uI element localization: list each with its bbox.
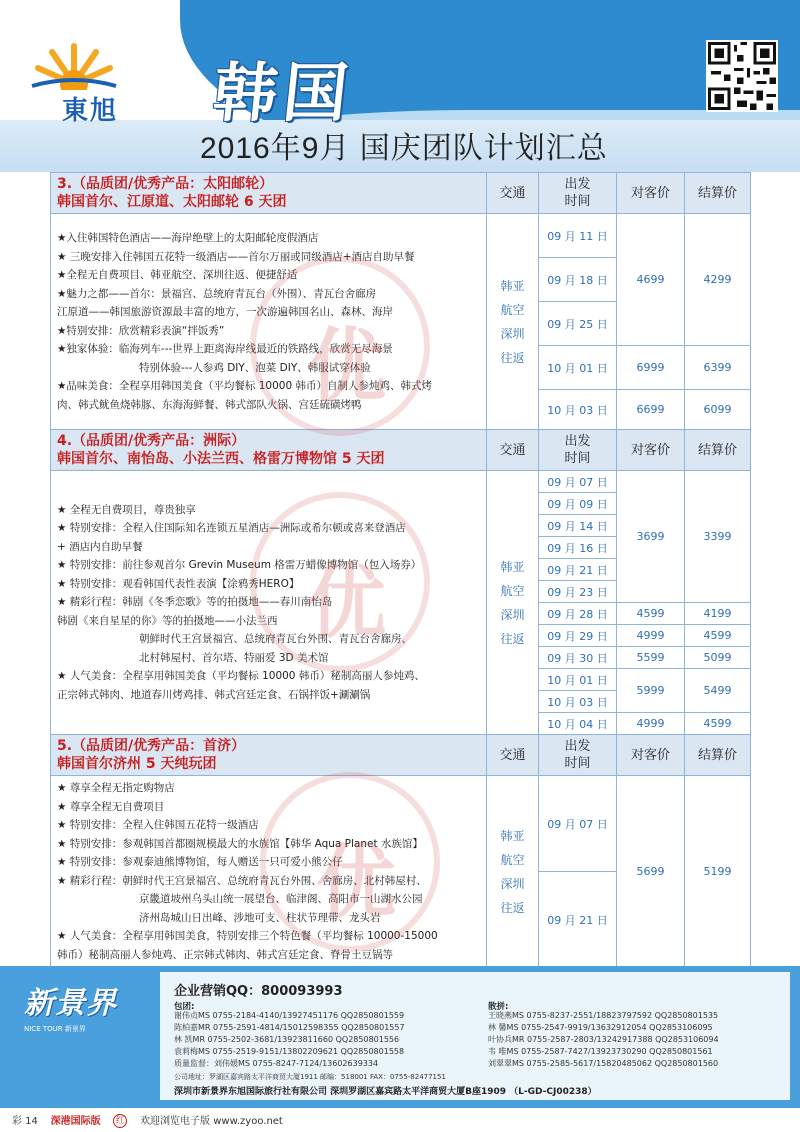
quality-watermark-icon: 优 [260, 772, 440, 952]
individual-contacts [488, 1010, 719, 1070]
desc-line: ★入住韩国特色酒店——海岸绝壁上的太阳邮轮度假酒店 [57, 232, 319, 244]
col-depart-label: 出发 [564, 434, 591, 449]
customer-price: 4999 [617, 625, 685, 647]
settle-price: 4299 [685, 214, 751, 346]
departure-date: 09 月 25 日 [539, 302, 617, 346]
contact-line: 林 凯MR 0755-2502-3681/13923811660 QQ2850801556 [174, 1035, 400, 1044]
contact-line: 叶协兵MR 0755-2587-2803/13242917388 QQ2853106094 [488, 1035, 719, 1044]
settle-price: 5199 [685, 776, 751, 968]
desc-line: ★ 人气美食：全程享用韩国美食（平均餐标 10000 韩币）秘制高丽人参炖鸡、 [57, 670, 425, 683]
section-title-line-2: 韩国首尔、南怡岛、小法兰西、格雷万博物馆 5 天团 [57, 451, 385, 467]
settle-price: 4599 [685, 713, 751, 735]
col-depart-label: 时间 [564, 194, 591, 209]
contact-line: 质量监督：刘伟媛MS 0755-8247-7124/13602639334 [174, 1059, 379, 1068]
traffic-text: 航空 [500, 852, 525, 867]
desc-line: 朝鲜时代王宫景福宫、总统府青瓦台外围、青瓦台舍廊房、 [139, 633, 412, 646]
settle-price: 6099 [685, 390, 751, 430]
customer-price: 5999 [617, 669, 685, 713]
section-4-description [51, 471, 487, 735]
desc-line: ★ 全程无自费项目，尊贵独享 [57, 503, 196, 516]
col-traffic: 交通 [487, 173, 539, 214]
contact-line: 陈柏嘉MR 0755-2591-4814/15012598355 QQ2850801557 [174, 1023, 405, 1032]
traffic-text: 深圳 [500, 607, 525, 622]
group-contacts [174, 1010, 405, 1070]
customer-price: 4999 [617, 713, 685, 735]
desc-line: ★ 人气美食：全程享用韩国美食，特别安排三个特色餐（平均餐标 10000-15000 [57, 930, 438, 942]
desc-line: ★ 精彩行程：韩剧《冬季恋歌》等的拍摄地——春川南怡岛 [57, 596, 333, 609]
individual-label: 散拼: [488, 1002, 509, 1012]
section-4-header [51, 430, 751, 471]
departure-date: 09 月 21 日 [539, 872, 617, 968]
customer-price: 5599 [617, 647, 685, 669]
col-depart [539, 735, 617, 776]
departure-date: 09 月 09 日 [539, 493, 617, 515]
company-address-small: 公司地址：罗湖区嘉宾路太平洋商贸大厦1911 邮编：518001 FAX：0755-82477151 [174, 1073, 446, 1081]
desc-line: 济州岛城山日出峰、涉地可支、柱状节理带、龙头岩 [139, 911, 381, 924]
col-settle-price: 结算价 [685, 735, 751, 776]
country-title: 韩国 [209, 56, 358, 131]
departure-date: 10 月 03 日 [539, 390, 617, 430]
hotline: 企业营销QQ：800093993 [174, 984, 343, 999]
contact-panel [160, 972, 790, 1100]
section-5-title [51, 735, 487, 776]
desc-line: 韩剧《来自星星的你》等的拍摄地——小法兰西 [57, 614, 278, 627]
col-customer-price: 对客价 [617, 430, 685, 471]
traffic-text: 韩亚 [500, 278, 525, 293]
traffic-text: 韩亚 [500, 828, 525, 843]
sun-icon [28, 38, 120, 90]
traffic-text: 往返 [500, 631, 525, 646]
settle-price: 6399 [685, 346, 751, 390]
customer-price: 4699 [617, 214, 685, 346]
logo-text: 東旭 [62, 96, 119, 126]
section-3-traffic [487, 214, 539, 430]
header-banner [0, 0, 800, 172]
desc-line: ★特别安排：欣赏精彩表演“拌饭秀” [57, 324, 225, 337]
col-depart-label: 出发 [564, 177, 591, 192]
col-depart-label: 时间 [564, 451, 591, 466]
desc-line: ★品味美食：全程享用韩国美食（平均餐标 10000 韩币）自制人参炖鸡、韩式烤 [57, 380, 432, 392]
section-title-line-2: 韩国首尔、江原道、太阳邮轮 6 天团 [57, 194, 287, 210]
section-3-title [51, 173, 487, 214]
desc-line: ★ 尊享全程无指定购物店 [57, 782, 175, 794]
traffic-text: 航空 [500, 583, 525, 598]
desc-line: + 酒店内自助早餐 [57, 540, 143, 553]
departure-date: 09 月 16 日 [539, 537, 617, 559]
desc-line: ★全程无自费项目、韩亚航空、深圳往返、便捷舒适 [57, 269, 298, 281]
contact-line: 王晓燕MS 0755-8237-2551/18823797592 QQ2850801535 [488, 1011, 719, 1020]
desc-line: ★ 三晚安排入住韩国五花特一级酒店——首尔万丽或同级酒店+酒店自助早餐 [57, 250, 415, 263]
color-circle-icon: 红 [113, 1114, 127, 1128]
desc-line: ★ 特别安排：参观泰迪熊博物馆，每人赠送一只可爱小熊公仔 [57, 856, 343, 868]
col-settle-price: 结算价 [685, 430, 751, 471]
edition-name: 深港国际版 [50, 1116, 101, 1127]
departure-date: 09 月 21 日 [539, 559, 617, 581]
section-3-header [51, 173, 751, 214]
col-settle-price: 结算价 [685, 173, 751, 214]
brand-sub: NICE TOUR 新景界 [24, 1025, 86, 1033]
dongxu-logo [14, 38, 144, 126]
traffic-text: 往返 [500, 900, 525, 915]
customer-price: 4599 [617, 603, 685, 625]
desc-line: 江原道——韩国旅游资源最丰富的地方，一次游遍韩国名山、森林、海岸 [57, 306, 393, 318]
traffic-text: 韩亚 [500, 559, 525, 574]
section-title-line-1: 5.（品质团/优秀产品：首济） [57, 738, 246, 754]
customer-price: 6999 [617, 346, 685, 390]
col-depart-label: 时间 [564, 756, 591, 771]
settle-price: 3399 [685, 471, 751, 603]
section-5-description [51, 776, 487, 968]
col-depart [539, 430, 617, 471]
departure-date: 09 月 30 日 [539, 647, 617, 669]
group-label: 包团: [174, 1002, 195, 1012]
section-3-description [51, 214, 487, 430]
section-5-traffic [487, 776, 539, 968]
departure-date: 09 月 11 日 [539, 214, 617, 258]
desc-line: 北村韩屋村、首尔塔、特丽爱 3D 美术馆 [139, 651, 329, 664]
col-customer-price: 对客价 [617, 735, 685, 776]
departure-date: 10 月 03 日 [539, 691, 617, 713]
page-title: 2016年9月 国庆团队计划汇总 [200, 132, 608, 165]
desc-line: ★魅力之都——首尔：景福宫、总统府青瓦台（外围）、青瓦台舍廊房 [57, 287, 377, 300]
quality-watermark-icon: 优 [250, 256, 430, 436]
traffic-text: 深圳 [500, 876, 525, 891]
nice-tour-logo [24, 978, 144, 1038]
page-number: 彩 14 [12, 1116, 38, 1127]
desc-line: 京畿道坡州乌头山统一展望台、临津阁、高阳市一山湖水公园 [139, 893, 423, 905]
desc-line: 韩币）秘制高丽人参炖鸡、正宗韩式韩肉、韩式宫廷定食、脊骨土豆锅等 [57, 948, 393, 961]
section-title-line-2: 韩国首尔济州 5 天纯玩团 [57, 756, 217, 772]
departure-date: 09 月 28 日 [539, 603, 617, 625]
desc-line: ★ 尊享全程无自费项目 [57, 800, 165, 813]
page-footer-bar [0, 1112, 800, 1132]
section-4-title [51, 430, 487, 471]
section-4-traffic [487, 471, 539, 735]
section-title-line-1: 4.（品质团/优秀产品：洲际） [57, 433, 246, 449]
plan-content [50, 172, 750, 968]
brand-name: 新景界 [24, 986, 117, 1021]
desc-line: 肉、韩式鱿鱼烧韩豚、东海海鲜餐、韩式部队火锅、宫廷硫磺烤鸭 [57, 398, 362, 411]
contact-line: 林 馨MS 0755-2547-9919/13632912054 QQ2853106095 [488, 1023, 713, 1032]
desc-line: ★ 精彩行程：朝鲜时代王宫景福宫、总统府青瓦台外围、舍廊房、北村韩屋村、 [57, 874, 427, 887]
departure-date: 10 月 01 日 [539, 669, 617, 691]
departure-date: 10 月 01 日 [539, 346, 617, 390]
traffic-text: 往返 [500, 350, 525, 365]
col-depart-label: 出发 [564, 739, 591, 754]
departure-date: 09 月 07 日 [539, 471, 617, 493]
desc-line: 特别体验---人参鸡 DIY、泡菜 DIY、韩服试穿体验 [139, 361, 371, 374]
departure-date: 10 月 04 日 [539, 713, 617, 735]
col-traffic: 交通 [487, 735, 539, 776]
section-title-line-1: 3.（品质团/优秀产品：太阳邮轮） [57, 176, 274, 192]
contact-line: 袁莉梅MS 0755-2519-9151/13802209621 QQ2850801558 [174, 1047, 405, 1056]
section-5-header [51, 735, 751, 776]
traffic-text: 深圳 [500, 326, 525, 341]
contact-line: 谢伟贞MS 0755-2184-4140/13927451176 QQ2850801559 [174, 1011, 405, 1020]
desc-line: 正宗韩式韩肉、地道春川烤鸡排、韩式宫廷定食、石锅拌饭+涮涮锅 [57, 688, 371, 701]
footer-contacts [0, 966, 800, 1108]
desc-line: ★ 特别安排：全程入住韩国五花特一级酒店 [57, 819, 259, 831]
departure-date: 09 月 07 日 [539, 776, 617, 872]
website-link[interactable]: 欢迎浏览电子版 www.zyoo.net [140, 1116, 283, 1127]
contact-line: 韦 唯MS 0755-2587-7427/13923730290 QQ2850801561 [488, 1047, 713, 1056]
traffic-text: 航空 [500, 302, 525, 317]
settle-price: 4199 [685, 603, 751, 625]
plan-table [50, 172, 751, 968]
departure-date: 09 月 29 日 [539, 625, 617, 647]
desc-line: ★独家体验：临海列车---世界上距离海岸线最近的铁路线，欣赏无尽海景 [57, 343, 393, 355]
departure-date: 09 月 18 日 [539, 258, 617, 302]
settle-price: 5499 [685, 669, 751, 713]
settle-price: 4599 [685, 625, 751, 647]
col-traffic: 交通 [487, 430, 539, 471]
contact-line: 刘翠翠MS 0755-2585-5617/15820485062 QQ2850801560 [488, 1059, 719, 1068]
departure-date: 09 月 23 日 [539, 581, 617, 603]
col-depart [539, 173, 617, 214]
col-customer-price: 对客价 [617, 173, 685, 214]
settle-price: 5099 [685, 647, 751, 669]
desc-line: ★ 特别安排：前往参观首尔 Grevin Museum 格雷万蜡像博物馆（包入场券） [57, 559, 422, 572]
customer-price: 5699 [617, 776, 685, 968]
desc-line: ★ 特别安排：全程入住国际知名连锁五星酒店—洲际或希尔顿或喜来登酒店 [57, 522, 406, 535]
company-address: 深圳市新景界东旭国际旅行社有限公司 深圳罗湖区嘉宾路太平洋商贸大厦B座1909 （L-GD-CJ00238） [174, 1087, 597, 1097]
customer-price: 6699 [617, 390, 685, 430]
desc-line: ★ 特别安排：参观韩国首都圈规模最大的水族馆【韩华 Aqua Planet 水族馆】 [57, 837, 423, 850]
qr-code-icon [706, 40, 778, 112]
customer-price: 3699 [617, 471, 685, 603]
quality-watermark-icon: 优 [250, 492, 430, 672]
departure-date: 09 月 14 日 [539, 515, 617, 537]
desc-line: ★ 特别安排：观看韩国代表性表演【涂鸦秀HERO】 [57, 577, 300, 590]
